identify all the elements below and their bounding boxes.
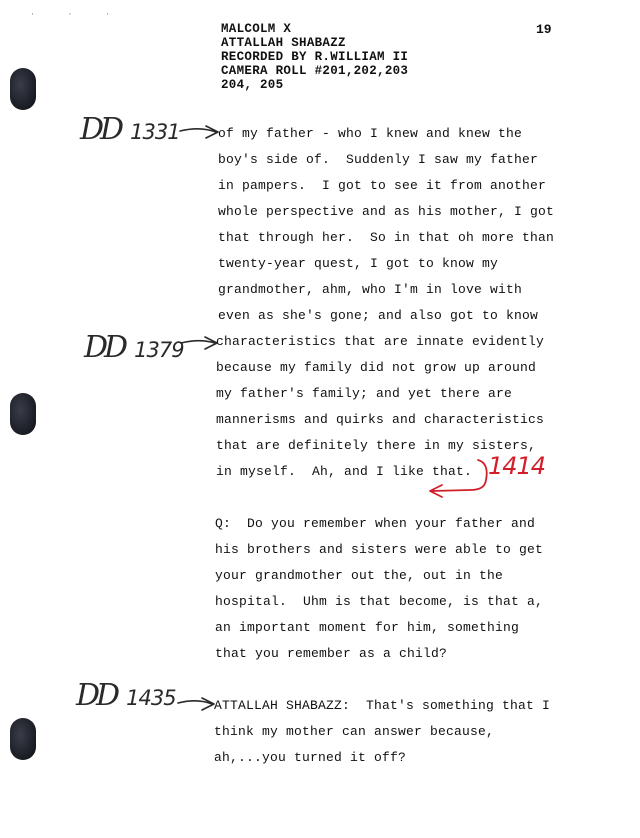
text-line: my father's family; and yet there are [216,386,513,401]
header-line: ATTALLAH SHABAZZ [221,36,346,50]
text-line: even as she's gone; and also got to know [218,308,539,323]
text-line: that through her. So in that oh more than [218,230,555,245]
annotation-number: 1435 [126,686,176,710]
text-line: your grandmother out the, out in the [215,568,504,583]
text-line: ATTALLAH SHABAZZ: That's something that I [214,698,551,713]
annotation-dd: DD [84,330,125,365]
text-line: his brothers and sisters were able to get [215,542,544,557]
text-line: ah,...you turned it off? [214,750,407,765]
text-line: in myself. Ah, and I like that. [216,464,473,479]
header-line: CAMERA ROLL #201,202,203 [221,64,409,78]
arrow-icon [181,337,217,349]
arrow-icon [178,698,214,710]
red-bracket-icon [430,460,487,497]
text-line: whole perspective and as his mother, I got [218,204,555,219]
annotation-dd: DD [76,678,117,713]
annotation-number: 1379 [134,338,184,362]
text-line: Q: Do you remember when your father and [215,516,536,531]
text-line: mannerisms and quirks and characteristics [216,412,545,427]
text-line: hospital. Uhm is that become, is that a, [215,594,544,609]
text-line: that you remember as a child? [215,646,448,661]
text-line: boy's side of. Suddenly I saw my father [218,152,539,167]
annotation-dd: DD [80,112,121,147]
scan-specks: · · · [30,10,125,19]
header-line: 204, 205 [221,78,284,92]
text-line: because my family did not grow up around [216,360,537,375]
text-line: of my father - who I knew and knew the [218,126,523,141]
text-line: twenty-year quest, I got to know my [218,256,499,271]
arrow-icon [180,126,218,138]
annotation-number: 1331 [130,120,180,144]
text-line: think my mother can answer because, [214,724,495,739]
header-line: MALCOLM X [221,22,292,36]
text-line: characteristics that are innate evidently [216,334,545,349]
page-number: 19 [536,22,552,37]
header-line: RECORDED BY R.WILLIAM II [221,50,409,64]
red-timecode-annotation: 1414 [488,452,546,480]
text-line: that are definitely there in my sisters, [216,438,537,453]
text-line: an important moment for him, something [215,620,520,635]
text-line: in pampers. I got to see it from another [218,178,547,193]
text-line: grandmother, ahm, who I'm in love with [218,282,523,297]
